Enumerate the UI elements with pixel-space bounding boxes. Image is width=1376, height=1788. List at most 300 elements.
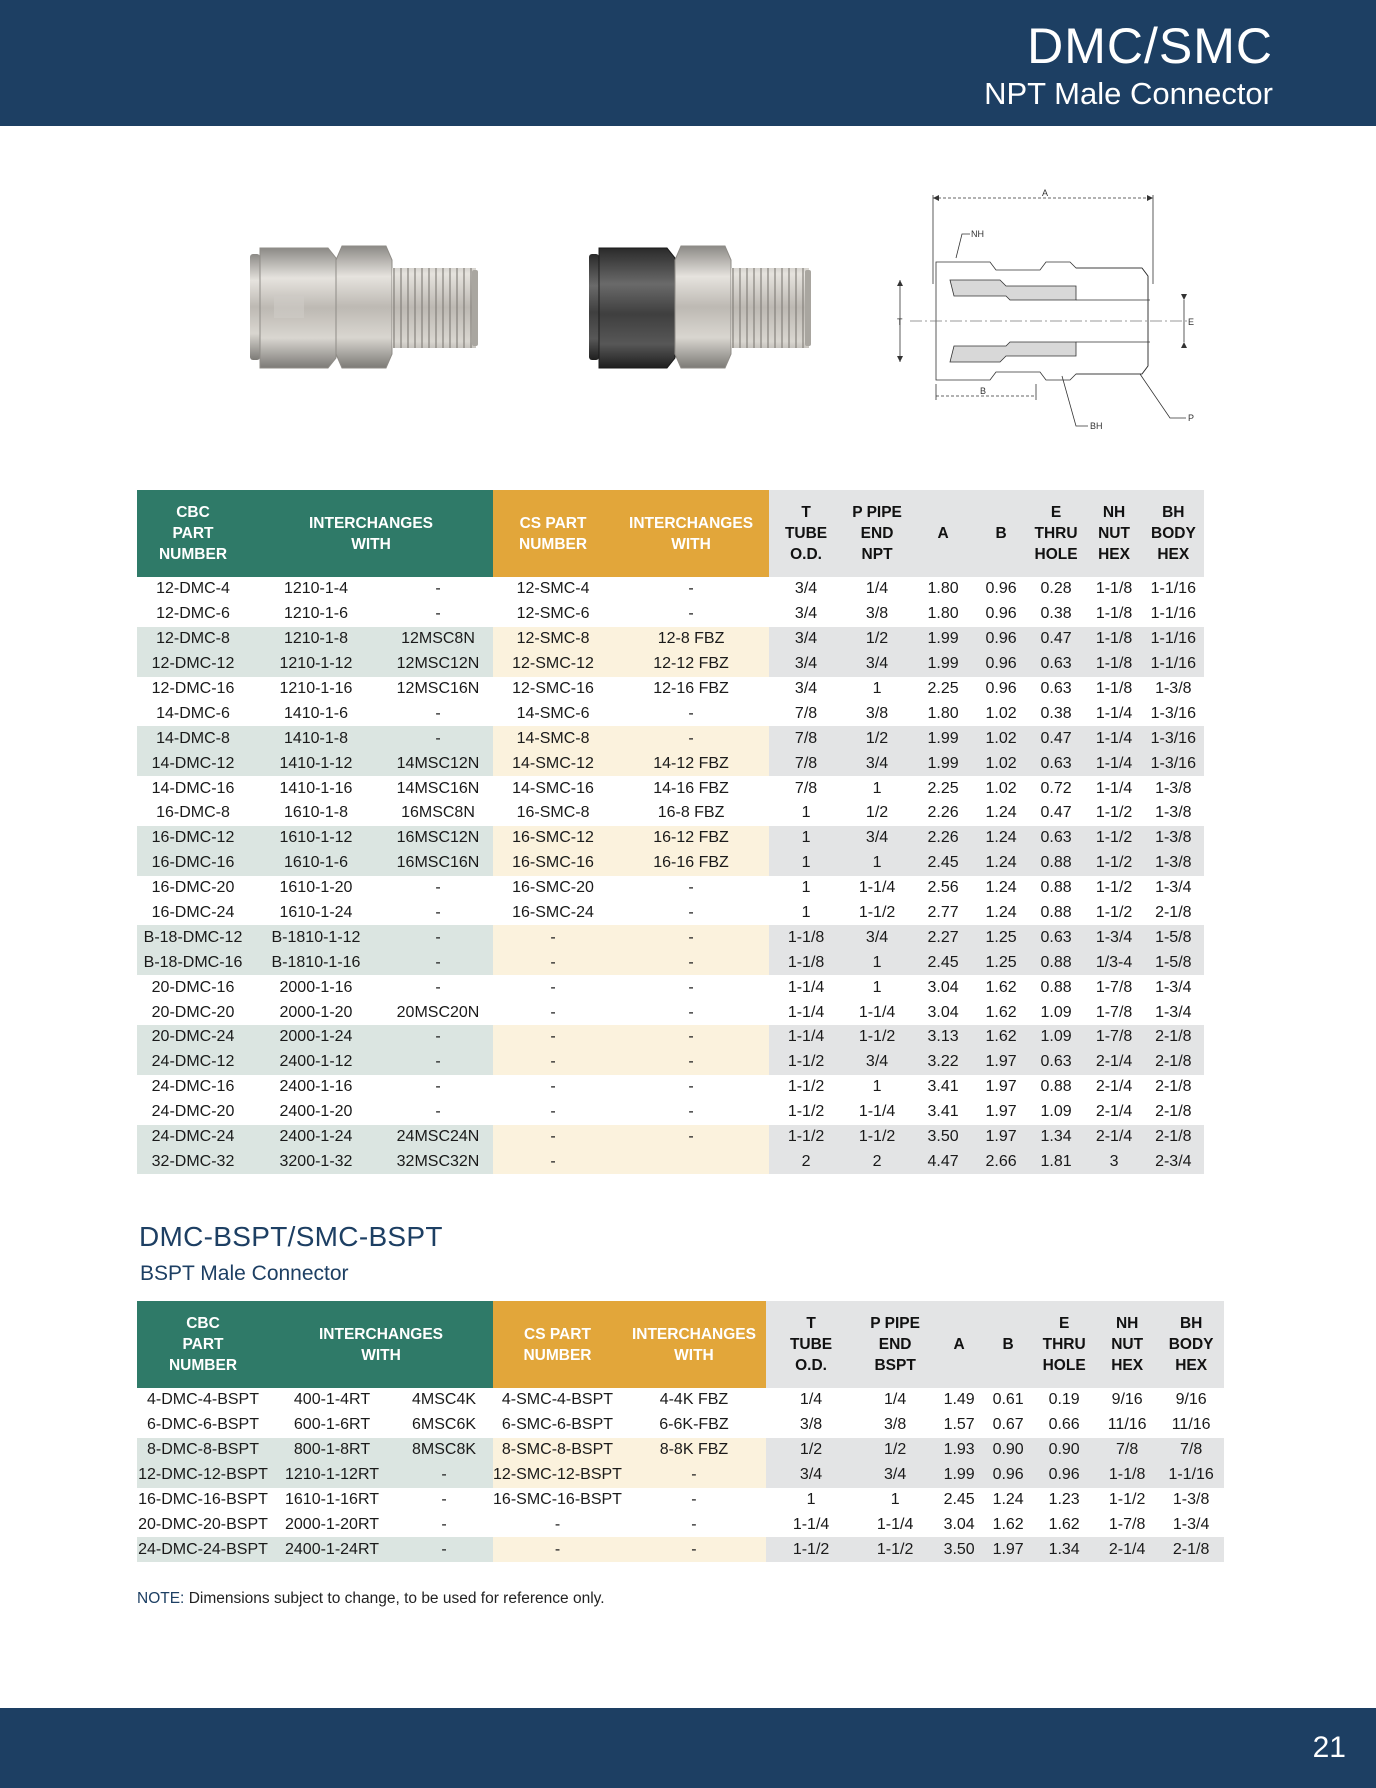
cs-part-number-cell: 14-SMC-6	[516, 704, 590, 722]
dim-b-cell: 1.25	[975, 950, 1027, 975]
cs-interchange-cell: 12-8 FBZ	[613, 627, 769, 652]
cs-interchange-cell: -	[691, 1515, 697, 1533]
interchange-2-cell: -	[395, 1463, 493, 1488]
cbc-part-number-cell: 14-DMC-6	[156, 704, 230, 722]
interchange-2-cell: 14MSC12N	[383, 751, 493, 776]
nut-hex-cell: 1-1/4	[1095, 779, 1133, 797]
pipe-end-cell: 1-1/4	[858, 1003, 896, 1021]
nut-hex-cell: 1-1/2	[1085, 826, 1143, 851]
thru-hole-cell: 0.72	[1040, 779, 1072, 797]
interchange-2-cell: -	[383, 1025, 493, 1050]
dim-b-cell: 0.61	[992, 1391, 1024, 1409]
header-t-tube-od: T TUBE O.D.	[766, 1301, 856, 1388]
cs-part-number-cell: 16-SMC-8	[516, 804, 590, 822]
dim-a-cell: 2.45	[911, 950, 975, 975]
dim-a-cell: 1.99	[934, 1463, 984, 1488]
cbc-part-number-cell: 16-DMC-24	[151, 904, 235, 922]
thru-hole-cell: 0.88	[1027, 950, 1085, 975]
pipe-end-cell: 1-1/2	[856, 1537, 934, 1562]
dim-a-cell: 2.25	[927, 680, 959, 697]
dim-a-cell: 1.99	[911, 751, 975, 776]
nut-hex-cell: 1-7/8	[1095, 978, 1133, 996]
cbc-part-number-cell: B-18-DMC-12	[137, 925, 249, 950]
dim-a-cell: 2.45	[943, 1491, 975, 1508]
cs-part-number-cell: -	[550, 1103, 556, 1121]
interchange-1-cell: 1210-1-8	[249, 627, 383, 652]
dim-b-cell: 1.97	[975, 1050, 1027, 1075]
interchange-1-cell: 1610-1-24	[279, 904, 353, 922]
cs-part-number-cell: -	[493, 925, 613, 950]
dim-b-cell: 1.62	[992, 1515, 1024, 1533]
cs-interchange-cell: 12-16 FBZ	[653, 680, 729, 697]
dim-b-cell: 0.96	[985, 680, 1017, 697]
dim-b-cell: 1.24	[975, 826, 1027, 851]
interchange-2-cell: 16MSC16N	[383, 851, 493, 876]
cs-interchange-cell	[613, 1149, 769, 1174]
body-hex-cell: 2-1/8	[1143, 1025, 1204, 1050]
nut-hex-cell: 1-1/8	[1095, 605, 1133, 623]
cs-interchange-cell: -	[613, 726, 769, 751]
dim-a-cell: 3.04	[943, 1515, 975, 1533]
interchange-2-cell: 4MSC4K	[411, 1391, 477, 1409]
pipe-end-cell: 2	[843, 1149, 911, 1174]
pipe-end-cell: 1/2	[865, 804, 889, 822]
interchange-2-cell: -	[435, 1078, 441, 1096]
interchange-1-cell: 2400-1-24RT	[269, 1537, 395, 1562]
note-text: Dimensions subject to change, to be used for reference only.	[188, 1590, 605, 1607]
label-nh: NH	[971, 229, 984, 239]
table-row	[137, 1463, 1224, 1488]
cbc-part-number-cell: B-18-DMC-16	[137, 950, 249, 975]
cs-part-number-cell: 12-SMC-6	[516, 605, 590, 623]
carbon-steel-connector-photo	[585, 240, 815, 375]
dim-b-cell: 0.96	[975, 652, 1027, 677]
cs-interchange-cell: -	[688, 704, 694, 722]
table-row	[137, 577, 1204, 602]
dim-a-cell: 1.99	[911, 652, 975, 677]
body-hex-cell: 1-3/8	[1155, 779, 1192, 797]
cs-interchange-cell: -	[688, 978, 694, 996]
table-row	[137, 652, 1204, 677]
table-row	[137, 1100, 1204, 1125]
note-label: NOTE:	[137, 1590, 185, 1607]
thru-hole-cell: 1.23	[1048, 1491, 1080, 1508]
body-hex-cell: 2-3/4	[1143, 1149, 1204, 1174]
table-row	[137, 1149, 1204, 1174]
body-hex-cell: 1-3/4	[1172, 1515, 1210, 1533]
tube-od-cell: 1	[769, 851, 843, 876]
header-nh-nut-hex: NH NUT HEX	[1096, 1301, 1158, 1388]
dim-b-cell: 1.97	[975, 1125, 1027, 1150]
table-row	[137, 627, 1204, 652]
cbc-part-number-cell: 16-DMC-20	[151, 879, 235, 897]
cs-part-number-cell: -	[493, 1125, 613, 1150]
dim-b-cell: 0.96	[985, 605, 1017, 623]
pipe-end-cell: 1/2	[843, 627, 911, 652]
cs-interchange-cell: -	[688, 1003, 694, 1021]
cbc-part-number-cell: 24-DMC-12	[137, 1050, 249, 1075]
table-row	[137, 1025, 1204, 1050]
tube-od-cell: 1-1/4	[787, 978, 825, 996]
header-cs-part-number: CS PART NUMBER	[493, 1301, 622, 1388]
cs-interchange-cell: -	[688, 1078, 694, 1096]
nut-hex-cell: 1-1/4	[1085, 751, 1143, 776]
dim-b-cell: 2.66	[975, 1149, 1027, 1174]
nut-hex-cell: 1-1/4	[1085, 726, 1143, 751]
body-hex-cell: 1-3/8	[1172, 1491, 1210, 1508]
thru-hole-cell: 1.34	[1027, 1125, 1085, 1150]
body-hex-cell: 11/16	[1171, 1416, 1211, 1434]
nut-hex-cell: 1-1/4	[1095, 704, 1133, 722]
tube-od-cell: 3/4	[766, 1463, 856, 1488]
nut-hex-cell: 1-1/2	[1095, 879, 1133, 897]
cs-part-number-cell: 16-SMC-24	[512, 904, 594, 922]
dim-b-cell: 1.02	[985, 704, 1017, 722]
cbc-part-number-cell: 24-DMC-24	[137, 1125, 249, 1150]
dim-a-cell: 3.41	[927, 1078, 959, 1096]
thru-hole-cell: 1.81	[1027, 1149, 1085, 1174]
pipe-end-cell: 1-1/2	[858, 904, 896, 922]
dim-b-cell: 1.97	[985, 1103, 1017, 1121]
table-row	[137, 1388, 1224, 1413]
dim-b-cell: 1.02	[985, 779, 1017, 797]
thru-hole-cell: 0.88	[1040, 978, 1072, 996]
cs-interchange-cell: 12-12 FBZ	[613, 652, 769, 677]
cbc-part-number-cell: 12-DMC-4	[156, 580, 230, 598]
dim-a-cell: 2.27	[911, 925, 975, 950]
pipe-end-cell: 1/2	[856, 1438, 934, 1463]
cbc-part-number-cell: 12-DMC-8	[137, 627, 249, 652]
cbc-part-number-cell: 6-DMC-6-BSPT	[146, 1416, 259, 1434]
table-row	[137, 726, 1204, 751]
label-a: A	[1042, 188, 1049, 198]
cbc-part-number-cell: 8-DMC-8-BSPT	[137, 1438, 269, 1463]
interchange-2-cell: -	[435, 879, 441, 897]
table-row	[137, 801, 1204, 826]
dim-a-cell: 2.25	[927, 779, 959, 797]
nut-hex-cell: 1-7/8	[1085, 1025, 1143, 1050]
interchange-2-cell: -	[435, 978, 441, 996]
cs-part-number-cell: -	[550, 1003, 556, 1021]
interchange-2-cell: 24MSC24N	[383, 1125, 493, 1150]
table-row	[137, 1050, 1204, 1075]
nut-hex-cell: 11/16	[1107, 1416, 1147, 1434]
label-e: E	[1188, 317, 1195, 327]
interchange-2-cell: 16MSC12N	[383, 826, 493, 851]
thru-hole-cell: 0.63	[1027, 826, 1085, 851]
header-cbc-part-number: CBC PART NUMBER	[137, 1301, 269, 1388]
interchange-2-cell: 12MSC8N	[383, 627, 493, 652]
reference-note	[137, 1589, 605, 1609]
interchange-1-cell: 800-1-8RT	[269, 1438, 395, 1463]
interchange-1-cell: 1610-1-12	[249, 826, 383, 851]
cbc-part-number-cell: 12-DMC-16	[151, 680, 235, 697]
pipe-end-cell: 3/4	[856, 1463, 934, 1488]
pipe-end-cell: 1-1/4	[876, 1515, 914, 1533]
dim-b-cell: 1.25	[975, 925, 1027, 950]
interchange-1-cell: 2400-1-24	[249, 1125, 383, 1150]
body-hex-cell: 1-1/16	[1150, 580, 1196, 598]
thru-hole-cell: 0.96	[1032, 1463, 1096, 1488]
header-cs-part-number: CS PART NUMBER	[493, 490, 613, 577]
dim-b-cell: 1.24	[985, 804, 1017, 822]
cs-interchange-cell: -	[613, 950, 769, 975]
table-row	[137, 602, 1204, 627]
tube-od-cell: 1-1/4	[787, 1003, 825, 1021]
cs-part-number-cell: 12-SMC-12-BSPT	[493, 1463, 622, 1488]
interchange-2-cell: 20MSC20N	[396, 1003, 480, 1021]
interchange-1-cell: 1610-1-8	[283, 804, 348, 822]
tube-od-cell: 3/4	[769, 627, 843, 652]
tube-od-cell: 2	[769, 1149, 843, 1174]
cs-part-number-cell: -	[493, 1025, 613, 1050]
tube-od-cell: 1-1/2	[769, 1050, 843, 1075]
pipe-end-cell: 3/4	[843, 652, 911, 677]
nut-hex-cell: 7/8	[1096, 1438, 1158, 1463]
page-title: DMC/SMC	[1027, 18, 1273, 74]
table-row	[137, 950, 1204, 975]
cbc-part-number-cell: 16-DMC-16-BSPT	[138, 1491, 268, 1508]
header-cs-interchanges-with: INTERCHANGES WITH	[613, 490, 769, 577]
dim-a-cell: 2.26	[927, 804, 959, 822]
dim-b-cell: 1.97	[985, 1078, 1017, 1096]
interchange-1-cell: 1410-1-6	[283, 704, 348, 722]
nut-hex-cell: 2-1/4	[1085, 1050, 1143, 1075]
dim-a-cell: 3.22	[911, 1050, 975, 1075]
cs-interchange-cell: 16-8 FBZ	[657, 804, 725, 822]
body-hex-cell: 1-3/4	[1155, 879, 1192, 897]
dim-a-cell: 3.50	[934, 1537, 984, 1562]
header-nh-nut-hex: NH NUT HEX	[1085, 490, 1143, 577]
header-interchanges-with: INTERCHANGES WITH	[269, 1301, 493, 1388]
cs-part-number-cell: 12-SMC-8	[493, 627, 613, 652]
cs-interchange-cell: -	[688, 904, 694, 922]
dim-a-cell: 1.99	[911, 627, 975, 652]
dim-a-cell: 1.99	[911, 726, 975, 751]
interchange-2-cell: -	[435, 904, 441, 922]
cs-part-number-cell: 16-SMC-16	[493, 851, 613, 876]
interchange-1-cell: B-1810-1-12	[249, 925, 383, 950]
page-subtitle: NPT Male Connector	[984, 76, 1273, 111]
interchange-1-cell: 600-1-6RT	[293, 1416, 371, 1434]
header-bh-body-hex: BH BODY HEX	[1143, 490, 1204, 577]
cs-part-number-cell: 6-SMC-6-BSPT	[501, 1416, 614, 1434]
header-b: B	[984, 1301, 1032, 1388]
pipe-end-cell: 3/4	[843, 826, 911, 851]
table-row	[137, 851, 1204, 876]
pipe-end-cell: 1-1/2	[843, 1025, 911, 1050]
dim-a-cell: 1.80	[927, 580, 959, 598]
tube-od-cell: 1-1/8	[769, 925, 843, 950]
pipe-end-cell: 1	[843, 851, 911, 876]
cs-part-number-cell: -	[493, 950, 613, 975]
body-hex-cell: 7/8	[1158, 1438, 1224, 1463]
cbc-part-number-cell: 4-DMC-4-BSPT	[146, 1391, 259, 1409]
thru-hole-cell: 0.47	[1027, 627, 1085, 652]
thru-hole-cell: 0.66	[1048, 1416, 1080, 1434]
dim-b-cell: 1.02	[975, 751, 1027, 776]
dim-b-cell: 1.02	[975, 726, 1027, 751]
interchange-1-cell: 2000-1-20RT	[285, 1515, 379, 1533]
body-hex-cell: 2-1/8	[1143, 1125, 1204, 1150]
dim-b-cell: 1.24	[985, 904, 1017, 922]
footer-band	[0, 1708, 1376, 1788]
dim-a-cell: 1.57	[943, 1416, 975, 1434]
table-row	[137, 925, 1204, 950]
thru-hole-cell: 0.63	[1027, 1050, 1085, 1075]
tube-od-cell: 3/4	[794, 605, 818, 623]
nut-hex-cell: 2-1/4	[1095, 1078, 1133, 1096]
tube-od-cell: 3/8	[799, 1416, 823, 1434]
header-b: B	[975, 490, 1027, 577]
cs-interchange-cell: -	[613, 925, 769, 950]
interchange-2-cell: -	[435, 1103, 441, 1121]
header-t-tube-od: T TUBE O.D.	[769, 490, 843, 577]
header-cbc-part-number: CBC PART NUMBER	[137, 490, 249, 577]
pipe-end-cell: 3/4	[843, 925, 911, 950]
body-hex-cell: 1-3/16	[1150, 704, 1196, 722]
cs-part-number-cell: -	[493, 1149, 613, 1174]
cbc-part-number-cell: 14-DMC-8	[137, 726, 249, 751]
body-hex-cell: 1-1/16	[1143, 627, 1204, 652]
pipe-end-cell: 3/8	[865, 605, 889, 623]
tube-od-cell: 3/4	[794, 580, 818, 598]
label-bh: BH	[1090, 421, 1103, 431]
table-row	[137, 701, 1204, 726]
cs-interchange-cell: 8-8K FBZ	[622, 1438, 766, 1463]
interchange-1-cell: 1210-1-4	[283, 580, 348, 598]
dim-b-cell: 1.24	[992, 1491, 1024, 1508]
interchange-1-cell: 3200-1-32	[249, 1149, 383, 1174]
nut-hex-cell: 1-1/8	[1096, 1463, 1158, 1488]
pipe-end-cell: 1	[872, 978, 882, 996]
interchange-1-cell: 1410-1-12	[249, 751, 383, 776]
interchange-2-cell: -	[435, 704, 441, 722]
interchange-2-cell: 14MSC16N	[396, 779, 480, 797]
cbc-part-number-cell: 12-DMC-12	[137, 652, 249, 677]
nut-hex-cell: 2-1/4	[1085, 1125, 1143, 1150]
nut-hex-cell: 1-1/2	[1095, 804, 1133, 822]
bspt-spec-table	[137, 1301, 1224, 1562]
pipe-end-cell: 1	[872, 680, 882, 697]
thru-hole-cell: 1.62	[1048, 1515, 1080, 1533]
nut-hex-cell: 1/3-4	[1085, 950, 1143, 975]
interchange-1-cell: B-1810-1-16	[249, 950, 383, 975]
interchange-1-cell: 2400-1-20	[279, 1103, 353, 1121]
pipe-end-cell: 3/4	[843, 751, 911, 776]
header-cs-interchanges-with: INTERCHANGES WITH	[622, 1301, 766, 1388]
dim-a-cell: 1.80	[927, 704, 959, 722]
tube-od-cell: 1/4	[799, 1391, 823, 1409]
pipe-end-cell: 1-1/2	[843, 1125, 911, 1150]
dim-b-cell: 0.96	[975, 627, 1027, 652]
cbc-part-number-cell: 32-DMC-32	[137, 1149, 249, 1174]
dim-b-cell: 0.90	[984, 1438, 1032, 1463]
nut-hex-cell: 9/16	[1111, 1391, 1143, 1409]
dim-a-cell: 3.13	[911, 1025, 975, 1050]
cs-interchange-cell: -	[688, 879, 694, 897]
dim-b-cell: 1.62	[985, 978, 1017, 996]
cs-part-number-cell: 4-SMC-4-BSPT	[501, 1391, 614, 1409]
pipe-end-cell: 1-1/4	[858, 1103, 896, 1121]
thru-hole-cell: 0.90	[1032, 1438, 1096, 1463]
interchange-1-cell: 2000-1-20	[279, 1003, 353, 1021]
header-e-thru-hole: E THRU HOLE	[1032, 1301, 1096, 1388]
table-row	[137, 1075, 1204, 1100]
body-hex-cell: 1-1/16	[1158, 1463, 1224, 1488]
dim-b-cell: 0.96	[985, 580, 1017, 598]
cbc-part-number-cell: 16-DMC-12	[137, 826, 249, 851]
interchange-2-cell: -	[383, 1050, 493, 1075]
interchange-1-cell: 1210-1-6	[283, 605, 348, 623]
header-e-thru-hole: E THRU HOLE	[1027, 490, 1085, 577]
nut-hex-cell: 1-1/8	[1095, 680, 1133, 697]
interchange-1-cell: 1210-1-16	[279, 680, 353, 697]
body-hex-cell: 1-3/8	[1143, 851, 1204, 876]
interchange-2-cell: -	[395, 1537, 493, 1562]
dim-a-cell: 2.56	[927, 879, 959, 897]
interchange-1-cell: 1610-1-6	[249, 851, 383, 876]
thru-hole-cell: 0.38	[1040, 605, 1072, 623]
interchange-1-cell: 400-1-4RT	[293, 1391, 371, 1409]
pipe-end-cell: 1-1/4	[858, 879, 896, 897]
nut-hex-cell: 1-7/8	[1108, 1515, 1146, 1533]
header-a: A	[911, 490, 975, 577]
header-p-pipe-end: P PIPE END BSPT	[856, 1301, 934, 1388]
dim-a-cell: 1.93	[934, 1438, 984, 1463]
tube-od-cell: 7/8	[769, 726, 843, 751]
interchange-2-cell: -	[383, 925, 493, 950]
dim-a-cell: 3.04	[927, 978, 959, 996]
cs-interchange-cell: -	[688, 580, 694, 598]
interchange-2-cell: -	[435, 580, 441, 598]
interchange-1-cell: 1210-1-12RT	[269, 1463, 395, 1488]
dim-a-cell: 2.26	[911, 826, 975, 851]
nut-hex-cell: 1-7/8	[1095, 1003, 1133, 1021]
thru-hole-cell: 1.09	[1040, 1003, 1072, 1021]
interchange-2-cell: -	[441, 1515, 447, 1533]
pipe-end-cell: 1	[872, 779, 882, 797]
thru-hole-cell: 0.88	[1040, 879, 1072, 897]
cs-interchange-cell: 14-12 FBZ	[613, 751, 769, 776]
pipe-end-cell: 1/4	[884, 1391, 907, 1409]
nut-hex-cell: 3	[1085, 1149, 1143, 1174]
table-row	[137, 1413, 1224, 1438]
tube-od-cell: 1-1/4	[792, 1515, 830, 1533]
body-hex-cell: 1-3/16	[1143, 751, 1204, 776]
interchange-2-cell: 16MSC8N	[401, 804, 475, 822]
pipe-end-cell: 3/8	[865, 704, 889, 722]
cs-interchange-cell: 14-16 FBZ	[653, 779, 729, 797]
tube-od-cell: 1-1/2	[766, 1537, 856, 1562]
cbc-part-number-cell: 24-DMC-24-BSPT	[137, 1537, 269, 1562]
nut-hex-cell: 1-1/8	[1085, 627, 1143, 652]
dim-b-cell: 1.62	[975, 1025, 1027, 1050]
interchange-2-cell: -	[441, 1491, 447, 1508]
cs-interchange-cell: 6-6K-FBZ	[659, 1416, 729, 1434]
nut-hex-cell: 1-1/8	[1085, 652, 1143, 677]
thru-hole-cell: 0.47	[1027, 726, 1085, 751]
dim-b-cell: 0.96	[984, 1463, 1032, 1488]
dim-a-cell: 1.49	[943, 1391, 975, 1409]
tube-od-cell: 1-1/2	[787, 1103, 825, 1121]
pipe-end-cell: 1	[890, 1491, 900, 1508]
thru-hole-cell: 0.47	[1040, 804, 1072, 822]
nut-hex-cell: 1-3/4	[1085, 925, 1143, 950]
table-row	[137, 776, 1204, 801]
table-row	[137, 751, 1204, 776]
thru-hole-cell: 1.34	[1032, 1537, 1096, 1562]
